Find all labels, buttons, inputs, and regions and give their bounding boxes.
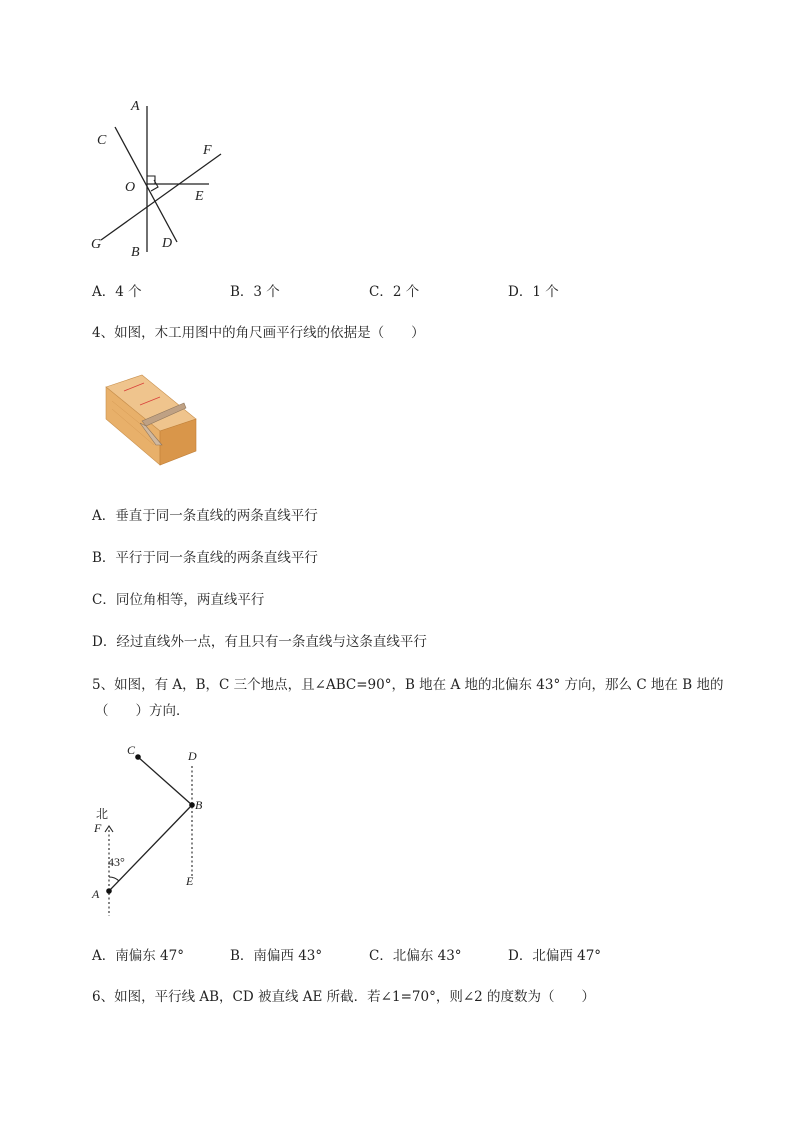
q4-option-c[interactable]: C．同位角相等，两直线平行 <box>92 592 265 608</box>
q5-stem-line2: （ ）方向． <box>95 703 190 719</box>
q5-figure <box>88 738 228 918</box>
q5-option-c[interactable]: C．北偏东 43° <box>369 948 462 964</box>
label-d: D <box>188 749 197 763</box>
point-a <box>106 888 112 894</box>
q3-option-c[interactable]: C．2 个 <box>369 284 420 300</box>
segment-ab <box>109 805 192 891</box>
label-g: G <box>91 237 102 252</box>
q4-stem: 4、如图，木工用图中的角尺画平行线的依据是（ ） <box>92 325 425 341</box>
segment-bc <box>138 757 192 805</box>
q5-stem-line1: 5、如图，有 A，B，C 三个地点，且∠ABC=90°，B 地在 A 地的北偏东 43° 方向，那么 C 地在 B 地的 <box>92 677 724 693</box>
q3-option-b[interactable]: B．3 个 <box>230 284 280 300</box>
label-a: A <box>92 887 100 901</box>
point-c <box>135 754 141 760</box>
q3-figure <box>85 92 235 262</box>
label-angle-43: 43° <box>108 855 125 869</box>
label-f: F <box>203 143 212 158</box>
label-b: B <box>195 798 203 812</box>
angle-arc <box>109 877 119 881</box>
q4-option-b[interactable]: B．平行于同一条直线的两条直线平行 <box>92 550 318 566</box>
label-e: E <box>186 874 194 888</box>
label-b: B <box>131 245 140 260</box>
q5-option-a[interactable]: A．南偏东 47° <box>92 948 184 964</box>
q3-option-d[interactable]: D．1 个 <box>508 284 559 300</box>
label-c: C <box>97 133 107 148</box>
q5-option-b[interactable]: B．南偏西 43° <box>230 948 323 964</box>
label-e: E <box>195 189 204 204</box>
right-angle-mark-1 <box>147 176 155 184</box>
q5-option-d[interactable]: D．北偏西 47° <box>508 948 602 964</box>
q4-option-a[interactable]: A．垂直于同一条直线的两条直线平行 <box>92 508 318 524</box>
label-c: C <box>127 743 136 757</box>
right-angle-mark-2 <box>151 180 158 191</box>
point-b <box>189 802 195 808</box>
label-d: D <box>162 236 173 251</box>
label-a: A <box>131 99 140 114</box>
carpenter-square-illustration <box>104 373 204 468</box>
q4-option-d[interactable]: D．经过直线外一点，有且只有一条直线与这条直线平行 <box>92 634 427 650</box>
label-north: 北 <box>96 807 109 821</box>
label-o: O <box>125 180 136 195</box>
q6-stem: 6、如图，平行线 AB，CD 被直线 AE 所截．若∠1=70°，则∠2 的度数为（ ） <box>92 989 596 1005</box>
label-f: F <box>94 821 102 835</box>
q3-option-a[interactable]: A．4 个 <box>92 284 142 300</box>
